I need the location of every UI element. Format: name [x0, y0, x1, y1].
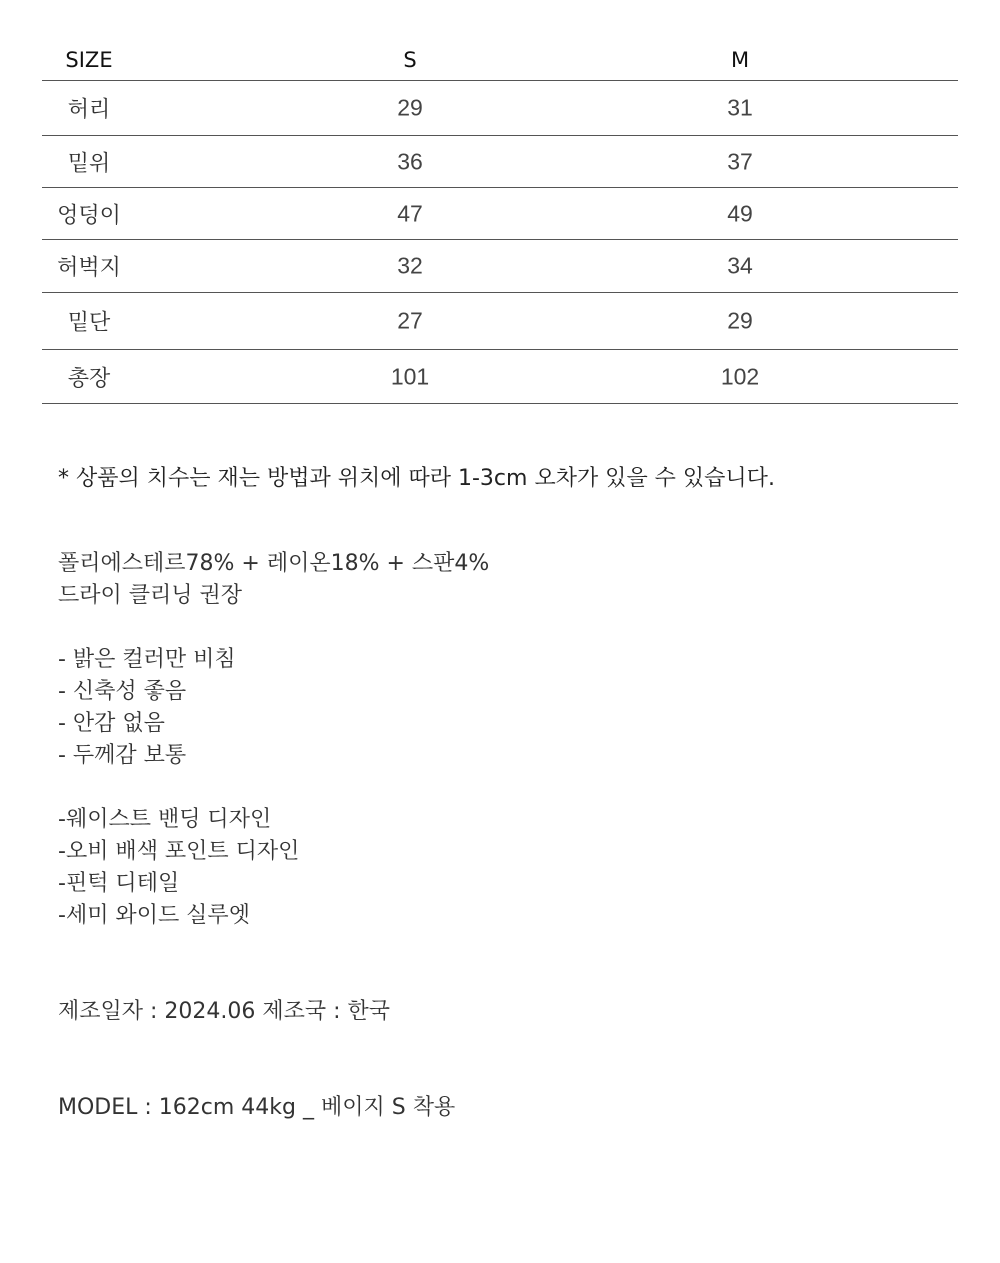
list-item: -세미 와이드 실루엣	[58, 903, 250, 928]
list-item: - 두께감 보통	[58, 743, 187, 768]
row-value-s: 32	[397, 252, 423, 279]
design-points	[58, 804, 299, 932]
row-value-s: 27	[397, 307, 423, 334]
size-table	[42, 40, 958, 404]
list-item: -핀턱 디테일	[58, 871, 180, 896]
row-label: 총장	[67, 366, 111, 391]
measurement-note	[58, 463, 775, 495]
model-text: MODEL : 162cm 44kg _ 베이지 S 착용	[58, 1095, 456, 1120]
row-label: 밑단	[67, 310, 111, 336]
row-value-m: 34	[727, 252, 753, 279]
row-value-s: 36	[397, 148, 423, 174]
size-table-header	[42, 40, 958, 81]
manufacture-info	[58, 996, 390, 1028]
row-label: 밑위	[67, 151, 111, 176]
table-row	[42, 350, 958, 404]
header-size: SIZE	[65, 48, 113, 72]
row-value-m: 31	[727, 94, 753, 121]
row-value-m: 29	[727, 307, 753, 334]
table-row	[42, 188, 958, 240]
list-item: - 안감 없음	[58, 711, 165, 736]
material-info	[58, 548, 489, 612]
row-value-s: 29	[397, 94, 423, 121]
row-label: 허리	[67, 97, 111, 123]
care-instruction: 드라이 클리닝 권장	[58, 583, 243, 608]
row-label: 엉덩이	[57, 203, 121, 228]
manufacture-text: 제조일자 : 2024.06 제조국 : 한국	[58, 999, 391, 1024]
model-info	[58, 1092, 455, 1124]
table-row	[42, 240, 958, 293]
material-composition: 폴리에스테르78% + 레이온18% + 스판4%	[58, 551, 490, 576]
row-value-m: 102	[720, 363, 760, 389]
list-item: - 신축성 좋음	[58, 679, 187, 704]
table-row	[42, 81, 958, 136]
row-value-m: 49	[727, 200, 753, 226]
list-item: -웨이스트 밴딩 디자인	[58, 807, 272, 832]
table-row	[42, 136, 958, 188]
row-value-m: 37	[727, 148, 753, 174]
header-s: S	[403, 48, 417, 72]
row-value-s: 47	[397, 200, 423, 226]
list-item: - 밝은 컬러만 비침	[58, 647, 236, 672]
row-value-s: 101	[390, 363, 430, 389]
list-item: -오비 배색 포인트 디자인	[58, 839, 300, 864]
header-m: M	[730, 48, 750, 72]
fabric-properties	[58, 644, 236, 772]
note-text: * 상품의 치수는 재는 방법과 위치에 따라 1-3cm 오차가 있을 수 있습니다.	[58, 466, 775, 491]
table-row	[42, 293, 958, 350]
row-label: 허벅지	[57, 255, 121, 281]
